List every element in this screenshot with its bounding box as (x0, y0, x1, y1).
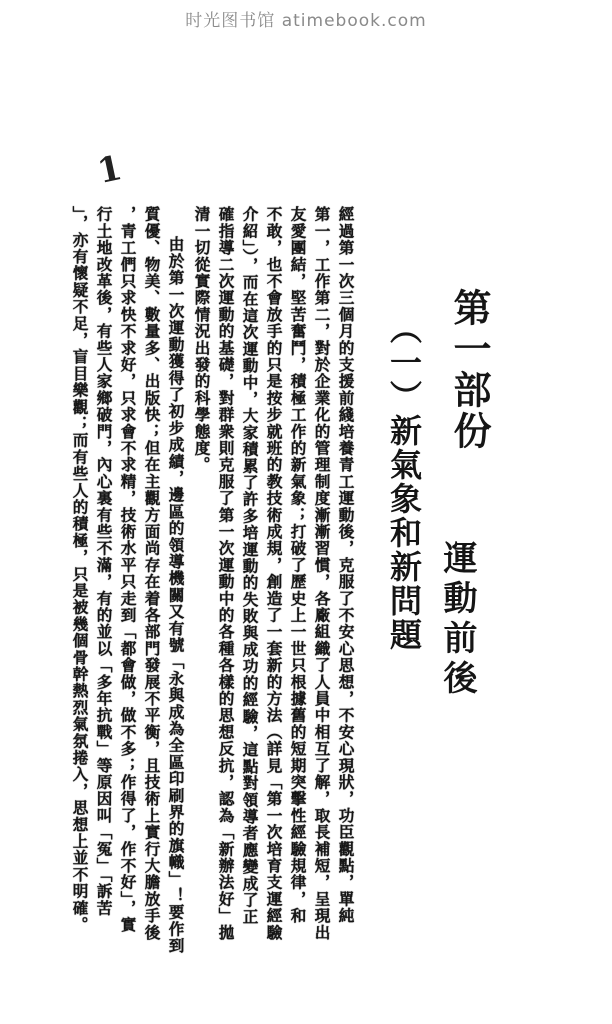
body-column: 質優、物美、數量多、出版快；但在主觀方面尚存在着各部門發展不平衡，且技術上實行大膽放手後 (142, 206, 162, 941)
body-column: 友愛團結，堅苦奮鬥，積極工作的新氣象；打破了歷史上一世只根據舊的短期突擊性經驗規律，和 (288, 206, 308, 925)
part-subtitle: 運動前後 (437, 540, 477, 700)
body-column: 不敢，也不會放手的只是按步就班的教技術成規，創造了一套新的方法（詳見「第一次培育支運經驗 (264, 206, 284, 941)
body-column: 行土地改革後，有些人家鄉破門，內心裏有些不滿，有的並以「多年抗戰」等原因叫「冤」「訴苦 (94, 206, 114, 917)
body-column: 經過第一次三個月的支援前綫培養青工運動後，克服了不安心思想，不安心現狀，功臣觀點，單純 (336, 206, 356, 925)
body-column: 由於第一次運動獲得了初步成績，邊區的領導機關又有號「永與成為全區印刷界的旗幟」！要作到 (166, 236, 186, 955)
body-column: 第一，工作第二，對於企業化的管理制度漸漸習慣，各廠組織了人員中相互了解，取長補短，呈現出 (312, 206, 332, 941)
body-column: 確指導二次運動的基礎，對群衆則克服了第一次運動中的各種各樣的思想反抗，認為「新辦法好」拋 (216, 206, 236, 941)
watermark: 时光图书馆 atimebook.com (185, 11, 427, 31)
page-number: 1 (94, 147, 126, 193)
body-column: ，青工們只求快不求好，只求會不求精，技術水平只走到「都會做，做不多；作得了，作不好」，實 (118, 206, 138, 933)
part-title: 第一部份 (447, 288, 492, 452)
section-title: （一）新氣象和新問題 (385, 312, 423, 652)
body-column: 清一切從實際情況出發的科學態度。 (192, 206, 212, 474)
body-column: 介紹」），而在這次運動中，大家積累了許多培運動的失敗與成功的經驗，這點對領導者應變成了正 (240, 206, 260, 926)
body-column: 」，亦有懷疑不足，盲目樂觀；而有些人的積極，只是被幾個骨幹熱烈氣氛捲入，思想上並不明確。 (70, 206, 90, 933)
